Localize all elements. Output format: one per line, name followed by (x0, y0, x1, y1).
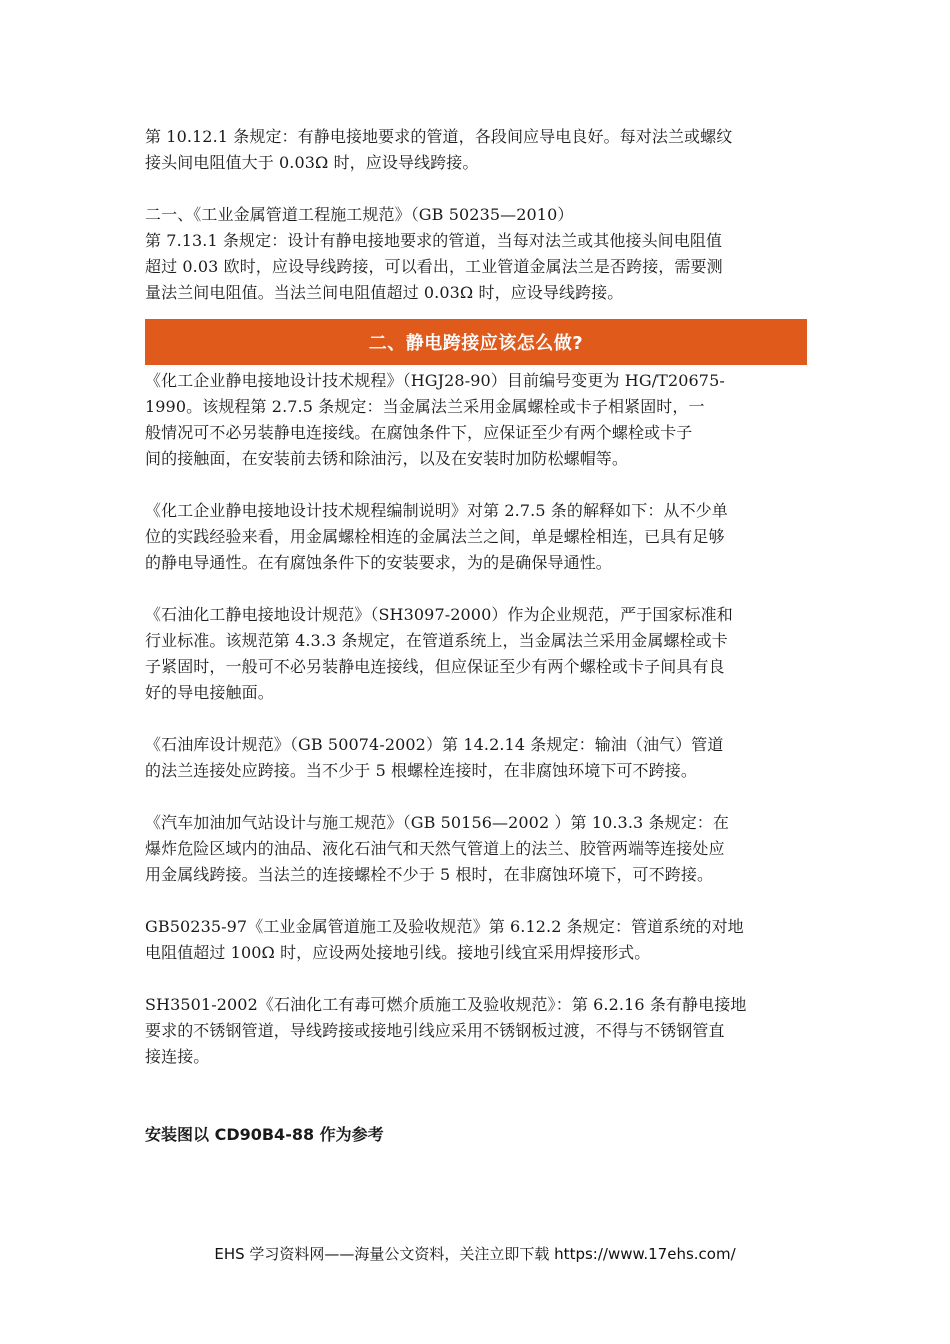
text-line: 接连接。 (145, 1047, 210, 1066)
paragraph-hgj28-explanation (145, 498, 807, 576)
text-line: 的法兰连接处应跨接。当不少于 5 根螺栓连接时，在非腐蚀环境下可不跨接。 (145, 761, 697, 780)
text-line: 爆炸危险区域内的油品、液化石油气和天然气管道上的法兰、胶管两端等连接处应 (145, 839, 725, 858)
text-line: 的静电导通性。在有腐蚀条件下的安装要求，为的是确保导通性。 (145, 553, 612, 572)
paragraph-gb50156 (145, 810, 807, 888)
text-line: 《石油化工静电接地设计规范》（SH3097-2000）作为企业规范，严于国家标准和 (145, 605, 733, 624)
text-line: 《汽车加油加气站设计与施工规范》（GB 50156—2002 ）第 10.3.3 条规定：在 (145, 813, 729, 832)
text-line: 《化工企业静电接地设计技术规程》（HGJ28-90）目前编号变更为 HG/T20675- (145, 371, 725, 390)
text-line: 量法兰间电阻值。当法兰间电阻值超过 0.03Ω 时，应设导线跨接。 (145, 283, 624, 302)
paragraph-sh3097 (145, 602, 807, 706)
text-line: 《石油库设计规范》（GB 50074-2002）第 14.2.14 条规定：输油（油气）管道 (145, 735, 724, 754)
text-line: GB50235-97《工业金属管道施工及验收规范》第 6.12.2 条规定：管道系统的对地 (145, 917, 744, 936)
footer-text: EHS 学习资料网——海量公文资料，关注立即下载 https://www.17ehs.com/ (214, 1245, 736, 1263)
paragraph-gb50074 (145, 732, 807, 784)
text-line: 电阻值超过 100Ω 时，应设两处接地引线。接地引线宜采用焊接形式。 (145, 943, 651, 962)
text-line: 第 7.13.1 条规定：设计有静电接地要求的管道，当每对法兰或其他接头间电阻值 (145, 231, 723, 250)
text-line: 接头间电阻值大于 0.03Ω 时，应设导线跨接。 (145, 153, 479, 172)
paragraph-10-12-1 (145, 124, 807, 176)
text-line: SH3501-2002《石油化工有毒可燃介质施工及验收规范》：第 6.2.16 条有静电接地 (145, 995, 747, 1014)
paragraph-sh3501 (145, 992, 807, 1070)
text-line: 第 10.12.1 条规定：有静电接地要求的管道，各段间应导电良好。每对法兰或螺纹 (145, 127, 733, 146)
paragraph-hgj28 (145, 368, 807, 472)
text-line: 间的接触面，在安装前去锈和除油污，以及在安装时加防松螺帽等。 (145, 449, 629, 468)
section-heading: 二、静电跨接应该怎么做? (145, 319, 807, 365)
text-line: 1990。该规程第 2.7.5 条规定：当金属法兰采用金属螺栓或卡子相紧固时，一 (145, 397, 705, 416)
text-line: 好的导电接触面。 (145, 683, 274, 702)
text-line: 用金属线跨接。当法兰的连接螺栓不少于 5 根时，在非腐蚀环境下，可不跨接。 (145, 865, 714, 884)
text-line: 般情况可不必另装静电连接线。在腐蚀条件下，应保证至少有两个螺栓或卡子 (145, 423, 693, 442)
installation-reference: 安装图以 CD90B4-88 作为参考 (145, 1125, 384, 1144)
paragraph-gb50235-2010 (145, 202, 807, 306)
text-line: 超过 0.03 欧时，应设导线跨接，可以看出，工业管道金属法兰是否跨接，需要测 (145, 257, 723, 276)
text-line: 位的实践经验来看，用金属螺栓相连的金属法兰之间，单是螺栓相连，已具有足够 (145, 527, 725, 546)
text-line: 要求的不锈钢管道，导线跨接或接地引线应采用不锈钢板过渡，不得与不锈钢管直 (145, 1021, 725, 1040)
text-line: 《化工企业静电接地设计技术规程编制说明》对第 2.7.5 条的解释如下：从不少单 (145, 501, 728, 520)
text-line: 子紧固时，一般可不必另装静电连接线，但应保证至少有两个螺栓或卡子间具有良 (145, 657, 725, 676)
paragraph-gb50235-97 (145, 914, 807, 966)
document-body (145, 124, 807, 1148)
text-line: 行业标准。该规范第 4.3.3 条规定，在管道系统上，当金属法兰采用金属螺栓或卡 (145, 631, 728, 650)
text-line: 二一、《工业金属管道工程施工规范》（GB 50235—2010） (145, 205, 574, 224)
